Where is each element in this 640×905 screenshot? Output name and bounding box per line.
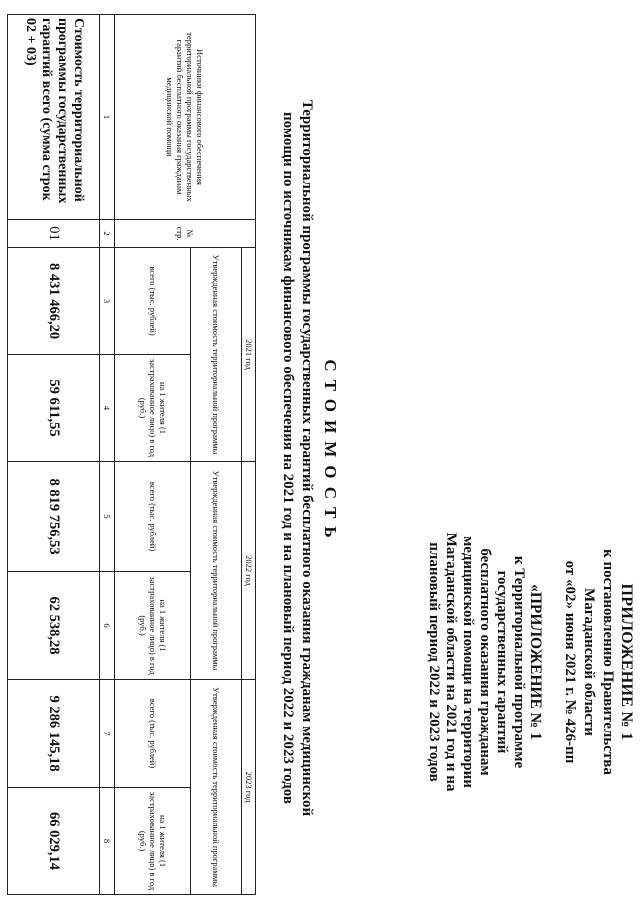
- appendix-main-line: Магаданской области: [581, 588, 597, 736]
- appendix-program-line: к Территориальной программе: [511, 555, 527, 769]
- column-number: 8: [100, 788, 115, 895]
- row-number: 01: [8, 220, 100, 248]
- column-number: 6: [100, 572, 115, 680]
- per-person-2021-value: 59 611,55: [8, 355, 100, 462]
- subtitle-line: Территориальной программы государственных гарантий бесплатного оказания гражданам медицинской: [299, 99, 315, 817]
- subtitle-line: помощи по источникам финансового обеспечения на 2021 год и на плановый период 2022 и 2023 годов: [280, 111, 296, 804]
- row-number-header: № стр.: [115, 220, 256, 248]
- approved-cost-header-2022: Утвержденная стоимость территориальной программы: [191, 462, 242, 680]
- column-number: 3: [100, 248, 115, 355]
- appendix-program-title: «ПРИЛОЖЕНИЕ № 1: [527, 584, 544, 740]
- appendix-main-line: к постановлению Правительства: [600, 549, 616, 775]
- total-2021-value: 8 431 466,20: [8, 248, 100, 355]
- year-header-2022: 2022 год: [242, 462, 256, 680]
- total-header: всего (тыс. рублей): [115, 680, 191, 788]
- total-2023-value: 9 286 145,18: [8, 680, 100, 788]
- source-header: Источники финансового обеспечения территориальной программы государственных гарантий бесплатного оказания гражданам медицинской помощи: [115, 15, 256, 220]
- row-name: Стоимость территориальной программы государственных гарантий всего (сумма строк 02 + 03): [8, 15, 100, 220]
- total-header: всего (тыс. рублей): [115, 248, 191, 355]
- per-person-2023-value: 66 029,14: [8, 788, 100, 895]
- cost-table: [7, 14, 256, 895]
- column-number: 7: [100, 680, 115, 788]
- appendix-program-line: бесплатного оказания гражданам: [477, 548, 493, 776]
- document-subtitle: [278, 18, 316, 898]
- appendix-program-line: государственных гарантий: [494, 570, 510, 754]
- per-person-header: на 1 жителя (1 застрахованное лицо) в год (руб.): [115, 355, 191, 462]
- total-2022-value: 8 819 756,53: [8, 462, 100, 572]
- total-header: всего (тыс. рублей): [115, 462, 191, 572]
- appendix-main-title: ПРИЛОЖЕНИЕ № 1: [618, 583, 635, 741]
- approved-cost-header-2023: Утвержденная стоимость территориальной программы: [191, 680, 242, 895]
- appendix-program-block: [425, 452, 544, 872]
- column-number: 5: [100, 462, 115, 572]
- table-row: [8, 15, 100, 895]
- appendix-main-line: от «02» июня 2021 г. № 426-пп: [562, 560, 578, 764]
- appendix-program-line: Магаданской области на 2021 год и на: [443, 532, 459, 792]
- year-header-2021: 2021 год: [242, 248, 256, 462]
- appendix-main-block: [560, 452, 636, 872]
- per-person-header: на 1 жителя (1 застрахованное лицо) в год (руб.): [115, 788, 191, 895]
- appendix-program-line: медицинской помощи на территории: [460, 536, 476, 788]
- column-number: 1: [100, 15, 115, 220]
- approved-cost-header-2021: Утвержденная стоимость территориальной программы: [191, 248, 242, 462]
- column-number: 2: [100, 220, 115, 248]
- year-header-2023: 2023 год: [242, 680, 256, 895]
- per-person-header: на 1 жителя (1 застрахованное лицо) в год (руб.): [115, 572, 191, 680]
- appendix-program-line: плановый период 2022 и 2023 годов: [426, 542, 442, 782]
- per-person-2022-value: 62 538,28: [8, 572, 100, 680]
- document-title: СТОИМОСТЬ: [321, 359, 340, 546]
- column-number: 4: [100, 355, 115, 462]
